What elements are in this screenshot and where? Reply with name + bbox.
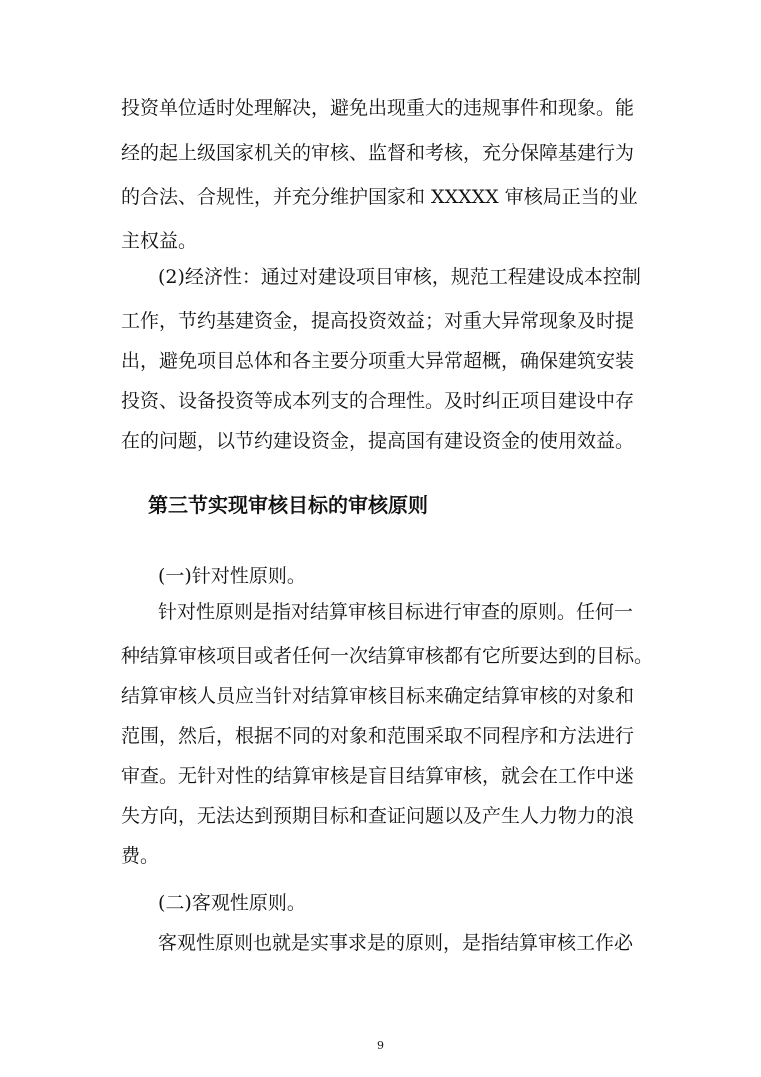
- paragraph-4-line-1: 客观性原则也就是实事求是的原则，是指结算审核工作必: [158, 932, 634, 954]
- paragraph-1-line-1: 投资单位适时处理解决，避免出现重大的违规事件和现象。能: [121, 97, 635, 119]
- paragraph-2-line-5: 在的问题，以节约建设资金，提高国有建设资金的使用效益。: [121, 430, 635, 452]
- page-number: 9: [377, 1039, 384, 1052]
- paragraph-2-line-3: 出，避免项目总体和各主要分项重大异常超概，确保建筑安装: [121, 350, 635, 372]
- paragraph-3-line-6: 失方向，无法达到预期目标和查证问题以及产生人力物力的浪: [121, 805, 635, 827]
- paragraph-3-line-4: 范围，然后，根据不同的对象和范围采取不同程序和方法进行: [121, 725, 635, 747]
- paragraph-1-line-4: 主权益。: [121, 230, 198, 252]
- paragraph-3-line-5: 审查。无针对性的结算审核是盲目结算审核，就会在工作中迷: [121, 765, 635, 787]
- paragraph-1-line-2: 经的起上级国家机关的审核、监督和考核，充分保障基建行为: [121, 142, 635, 164]
- paragraph-2-line-4: 投资、设备投资等成本列支的合理性。及时纠正项目建设中存: [121, 390, 635, 412]
- subsection-2-title: (二)客观性原则。: [158, 892, 306, 914]
- paragraph-3-line-3: 结算审核人员应当针对结算审核目标来确定结算审核的对象和: [121, 685, 635, 707]
- paragraph-3-line-2: 种结算审核项目或者任何一次结算审核都有它所要达到的目标。: [121, 645, 654, 667]
- paragraph-3-line-7: 费。: [121, 845, 160, 867]
- paragraph-1-line-3: 的合法、合规性，并充分维护国家和 XXXXX 审核局正当的业: [121, 186, 638, 208]
- paragraph-2-line-2: 工作，节约基建资金，提高投资效益；对重大异常现象及时提: [121, 310, 635, 332]
- paragraph-2-line-1: (2)经济性：通过对建设项目审核，规范工程建设成本控制: [158, 266, 641, 288]
- paragraph-3-line-1: 针对性原则是指对结算审核目标进行审查的原则。任何一: [158, 601, 634, 623]
- section-heading: 第三节实现审核目标的审核原则: [148, 493, 428, 517]
- subsection-1-title: (一)针对性原则。: [158, 565, 306, 587]
